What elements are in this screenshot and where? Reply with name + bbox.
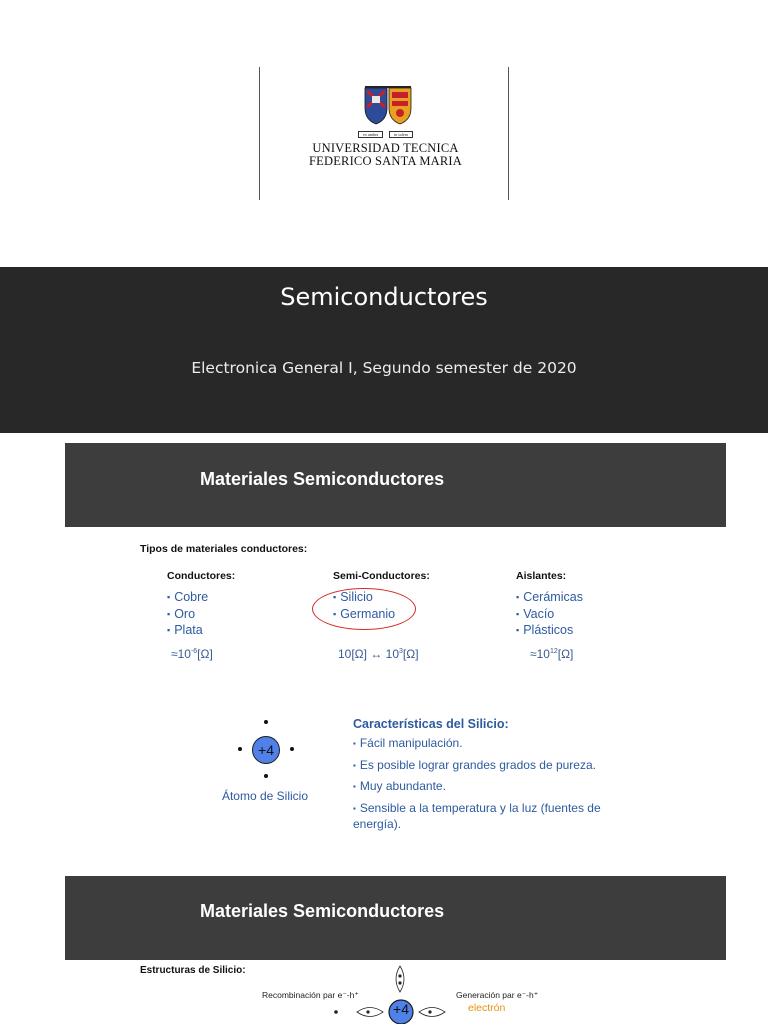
motto-ribbon bbox=[303, 131, 468, 138]
logo-divider-right bbox=[508, 67, 509, 200]
list-item: ▪ Es posible lograr grandes grados de pureza. bbox=[353, 758, 623, 775]
university-name-line1: UNIVERSIDAD TECNICA bbox=[312, 141, 459, 155]
generation-label: Generación par e⁻-h⁺ bbox=[456, 990, 539, 1000]
list-item: ▪ Germanio bbox=[333, 607, 395, 624]
list-item: ▪ Muy abundante. bbox=[353, 779, 623, 796]
resistance-aislantes: $\approx 10^{12}[\Omega]$ bbox=[530, 647, 574, 661]
list-item: ▪ Plásticos bbox=[516, 623, 583, 640]
column-heading-aislantes: Aislantes: bbox=[516, 570, 567, 582]
resistance-conductores: $\approx 10^{-6}[\Omega]$ bbox=[171, 647, 213, 661]
logo-divider-left bbox=[259, 67, 260, 200]
highlight-circle bbox=[312, 588, 416, 630]
section-header-title-2: Materiales Semiconductores bbox=[200, 901, 445, 921]
atom-caption: Átomo de Silicio bbox=[221, 789, 309, 803]
list-item: ▪ Silicio bbox=[333, 590, 395, 607]
university-logo bbox=[303, 86, 468, 168]
list-item: ▪ Oro bbox=[167, 607, 208, 624]
presentation-subtitle: Electronica General I, Segundo semester de 2020 bbox=[191, 359, 577, 377]
section-header-title: Materiales Semiconductores bbox=[200, 469, 445, 489]
list-item: ▪ Vacío bbox=[516, 607, 583, 624]
valence-electron bbox=[290, 747, 294, 751]
silicon-atom-2: +4 bbox=[393, 1001, 409, 1017]
electron-label: electrón bbox=[468, 1002, 506, 1014]
valence-electron bbox=[238, 747, 242, 751]
column-heading-conductores: Conductores: bbox=[167, 570, 236, 582]
structures-heading: Estructuras de Silicio: bbox=[140, 965, 246, 976]
column-heading-semiconductores: Semi-Conductores: bbox=[333, 570, 430, 582]
resistance-semiconductores: 10[Ω] ↔ $10^3[\Omega]$ bbox=[338, 647, 419, 661]
list-item: ▪ Sensible a la temperatura y la luz (fuentes de energía). bbox=[353, 801, 623, 833]
list-item: ▪ Cerámicas bbox=[516, 590, 583, 607]
valence-electron bbox=[264, 774, 268, 778]
presentation-title: Semiconductores bbox=[280, 283, 488, 311]
list-item: ▪ Cobre bbox=[167, 590, 208, 607]
list-conductores bbox=[167, 590, 208, 640]
motto-left: ex umbra bbox=[358, 131, 383, 138]
list-item: ▪ Plata bbox=[167, 623, 208, 640]
recombination-label: Recombinación par e⁻-h⁺ bbox=[262, 990, 359, 1000]
motto-right: in solem bbox=[389, 131, 413, 138]
university-crest bbox=[303, 86, 468, 130]
types-heading: Tipos de materiales conductores: bbox=[140, 543, 308, 555]
crest-shields-icon bbox=[351, 86, 421, 130]
silicon-atom: +4 bbox=[252, 736, 280, 764]
list-aislantes bbox=[516, 590, 583, 640]
list-item: ▪ Fácil manipulación. bbox=[353, 736, 623, 753]
valence-electron bbox=[264, 720, 268, 724]
university-name-line2: FEDERICO SANTA MARIA bbox=[308, 154, 462, 168]
characteristics-title: Características del Silicio: bbox=[353, 717, 509, 731]
characteristics-list bbox=[353, 736, 623, 838]
